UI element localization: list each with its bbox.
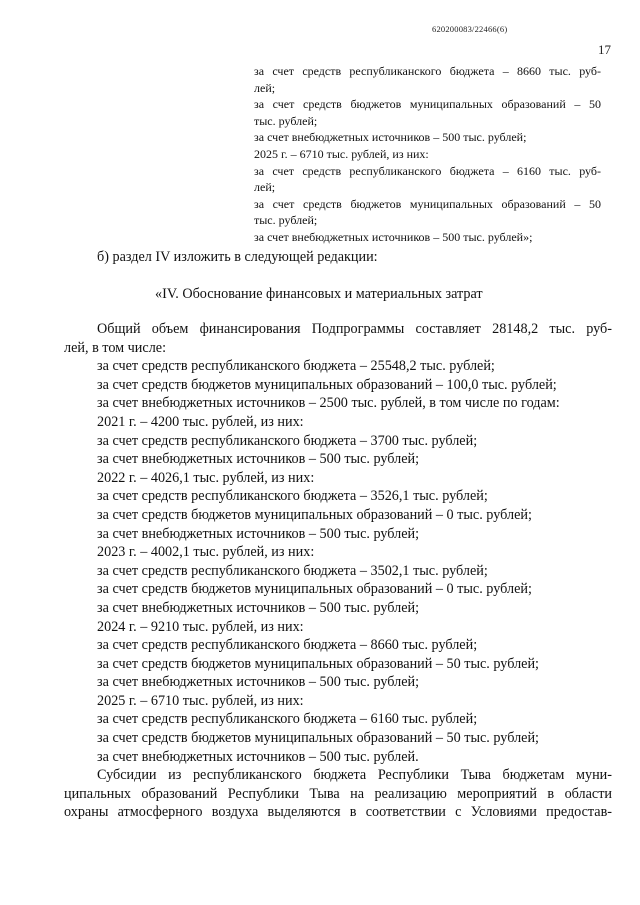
funding-line: за счет средств республиканского бюджета – 25548,2 тыс. рублей; — [97, 358, 495, 375]
section-title: «IV. Обоснование финансовых и материальных затрат — [155, 286, 483, 302]
text-line: 2025 г. – 6710 тыс. рублей, из них: — [254, 146, 429, 161]
text-line: лей; — [254, 180, 276, 195]
previous-section-tail — [254, 63, 601, 246]
subsidy-line: Субсидии из республиканского бюджета Республики Тыва бюджетам муни- — [97, 767, 612, 784]
funding-line: за счет средств бюджетов муниципальных образований – 0 тыс. рублей; — [97, 581, 532, 598]
funding-line: за счет средств республиканского бюджета – 8660 тыс. рублей; — [97, 637, 478, 654]
funding-line: за счет средств бюджетов муниципальных образований – 0 тыс. рублей; — [97, 506, 532, 523]
text-line: за счет внебюджетных источников – 500 тыс. рублей; — [254, 130, 527, 145]
section-body — [64, 320, 612, 822]
text-line: тыс. рублей; — [254, 213, 318, 228]
funding-line: за счет внебюджетных источников – 500 тыс. рублей. — [97, 748, 419, 765]
text-line: за счет средств бюджетов муниципальных образований – 50 — [254, 196, 601, 211]
subsidy-line: ципальных образований Республики Тыва на реализацию мероприятий в области — [64, 785, 612, 802]
intro-line: лей, в том числе: — [64, 339, 167, 356]
funding-line: за счет внебюджетных источников – 500 тыс. рублей; — [97, 525, 420, 542]
amendment-instruction: б) раздел IV изложить в следующей редакции: — [97, 249, 378, 265]
text-line: за счет средств республиканского бюджета – 8660 тыс. руб- — [254, 64, 601, 78]
funding-line: за счет средств бюджетов муниципальных образований – 50 тыс. рублей; — [97, 655, 539, 672]
text-line: лей; — [254, 80, 276, 95]
funding-line: за счет внебюджетных источников – 500 тыс. рублей; — [97, 674, 420, 691]
text-line: за счет средств республиканского бюджета – 6160 тыс. руб- — [254, 163, 601, 178]
intro-line: Общий объем финансирования Подпрограммы составляет 28148,2 тыс. руб- — [97, 321, 612, 337]
funding-line: 2023 г. – 4002,1 тыс. рублей, из них: — [97, 544, 315, 561]
text-line: тыс. рублей; — [254, 113, 318, 128]
funding-line: за счет средств бюджетов муниципальных образований – 100,0 тыс. рублей; — [97, 376, 557, 393]
funding-line: за счет средств республиканского бюджета – 6160 тыс. рублей; — [97, 711, 478, 728]
funding-line: 2025 г. – 6710 тыс. рублей, из них: — [97, 692, 304, 709]
funding-line: за счет средств республиканского бюджета – 3526,1 тыс. рублей; — [97, 488, 488, 505]
funding-line: 2021 г. – 4200 тыс. рублей, из них: — [97, 413, 304, 430]
funding-line: 2024 г. – 9210 тыс. рублей, из них: — [97, 618, 304, 635]
text-line: за счет средств бюджетов муниципальных образований – 50 — [254, 97, 601, 112]
funding-line: за счет средств республиканского бюджета – 3502,1 тыс. рублей; — [97, 562, 488, 579]
text-line: за счет внебюджетных источников – 500 тыс. рублей»; — [254, 229, 533, 244]
page-number: 17 — [598, 42, 611, 57]
funding-line: за счет средств бюджетов муниципальных образований – 50 тыс. рублей; — [97, 730, 539, 747]
funding-line: за счет внебюджетных источников – 500 тыс. рублей; — [97, 451, 420, 468]
funding-line: за счет внебюджетных источников – 2500 тыс. рублей, в том числе по годам: — [97, 395, 560, 412]
subsidy-line: охраны атмосферного воздуха выделяются в соответствии с Условиями предостав- — [64, 804, 612, 821]
funding-line: за счет внебюджетных источников – 500 тыс. рублей; — [97, 599, 420, 616]
document-id: 620200083/22466(6) — [432, 24, 508, 34]
funding-line: за счет средств республиканского бюджета – 3700 тыс. рублей; — [97, 432, 478, 449]
funding-line: 2022 г. – 4026,1 тыс. рублей, из них: — [97, 469, 315, 486]
